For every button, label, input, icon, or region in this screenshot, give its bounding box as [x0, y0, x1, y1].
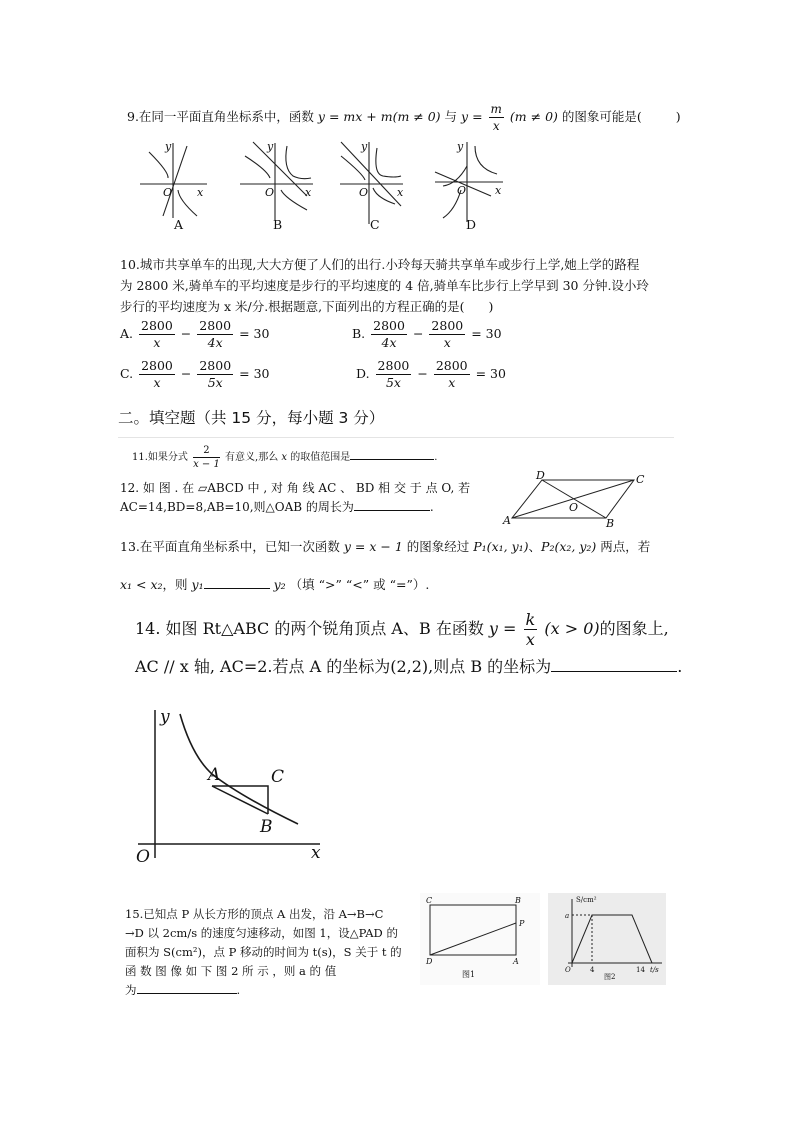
q15-fig1-label-d: D [426, 957, 433, 966]
q9-b-xlabel: x [305, 186, 312, 199]
q10-a-n1: 2800 [141, 318, 173, 333]
q9-graph-d [435, 142, 503, 222]
q11-den: x − 1 [193, 459, 220, 470]
q15-line5 [125, 981, 402, 1000]
q15-fig1-caption: 图1 [462, 970, 476, 979]
q14-line2-text: AC // x 轴, AC=2.若点 A 的坐标为(2,2),则点 B 的坐标为 [135, 657, 552, 676]
q12-answer-blank[interactable] [354, 510, 430, 511]
q15-fig1-label-c: C [426, 896, 433, 905]
q9-a-line [163, 146, 187, 216]
q10-a-n2: 2800 [199, 318, 232, 333]
q13-line1 [120, 536, 650, 557]
q10-b-d2: x [443, 335, 451, 350]
q10-d-minus: − [417, 366, 428, 381]
q9-func2-lhs: y = [461, 109, 483, 124]
q14-label-o: O [136, 847, 150, 866]
q10-a-label: A. [120, 326, 134, 341]
q15-fig2-caption: 图2 [604, 973, 616, 981]
q15-fig2-xlabel: t/s [650, 966, 659, 974]
q13-answer-blank[interactable] [204, 588, 270, 589]
q15-fig1-label-a: A [513, 957, 519, 966]
q13-pre: 13.在平面直角坐标系中，已知一次函数 [120, 539, 340, 554]
q12-parallelogram-figure [500, 470, 650, 528]
q10-b-d1: 4x [381, 335, 397, 350]
q10-option-c[interactable] [120, 358, 270, 391]
q14-post: 的图象上, [599, 619, 669, 638]
q14-triangle-hypotenuse [212, 786, 268, 814]
q9-close: ) [675, 109, 681, 124]
q9-option-b: B [273, 217, 283, 232]
q14-lhs: y = [488, 619, 517, 638]
q9-d-origin: O [457, 184, 467, 197]
q10-c-label: C. [120, 366, 134, 381]
q13-func: y = x − 1 [343, 539, 403, 554]
q9-graph-a [140, 143, 207, 218]
q15-fig1-label-b: B [515, 896, 521, 905]
q10-a-minus: − [180, 326, 192, 341]
q15-fig2-ylabel: S/cm² [576, 896, 597, 904]
q9-graph-c [340, 142, 403, 224]
q10-d-label: D. [356, 366, 370, 381]
q9-and: 与 [444, 109, 458, 124]
q14-label-b: B [260, 817, 273, 837]
q15-text [125, 905, 402, 1000]
q11-end: . [434, 452, 438, 463]
q14-cond: (x > 0) [544, 619, 600, 638]
q10-a-d2: 4x [207, 335, 223, 350]
q10-option-d[interactable] [356, 358, 506, 391]
q10-c-minus: − [180, 366, 192, 381]
q15-line5-text: 为 [125, 983, 137, 997]
q10-c-n1: 2800 [141, 358, 173, 373]
q10-line3-close: ) [488, 299, 494, 314]
q12-line2 [120, 497, 434, 518]
q14-answer-blank[interactable] [551, 671, 677, 672]
q9-c-xlabel: x [397, 186, 404, 199]
q12-line2-text: AC=14,BD=8,AB=10,则△OAB 的周长为 [120, 500, 354, 514]
q9-d-xlabel: x [495, 184, 502, 197]
q9-func2-frac [489, 101, 504, 134]
section2-title: 二。填空题（共 15 分，每小题 3 分） [118, 409, 385, 427]
q10-d-d1: 5x [385, 375, 401, 390]
q9-a-origin: O [163, 186, 173, 199]
q10-c-d1: x [153, 375, 161, 390]
q15-end: . [236, 983, 241, 997]
q14-label-x: x [311, 843, 321, 863]
q10-line3 [120, 296, 493, 317]
q14-num: k [525, 610, 536, 629]
q9-a-ylabel: y [165, 140, 172, 153]
q14-label-c: C [271, 767, 285, 787]
q13-mid: 的图象经过 [406, 539, 470, 554]
q13-p1: P₁(x₁, y₁) [473, 539, 529, 554]
q12-label-a: A [503, 514, 511, 527]
q15-fig2-tick-14: 14 [636, 966, 645, 974]
q9-d-ylabel: y [457, 140, 464, 153]
q15-fig2-tick-4: 4 [590, 966, 595, 974]
q10-d-d2: x [448, 375, 456, 390]
q15-figure-1 [420, 893, 540, 985]
q9-b-origin: O [265, 186, 275, 199]
q12-label-c: C [636, 473, 645, 486]
q9-graph-b [240, 142, 313, 220]
q12-end: . [429, 500, 434, 514]
q15-figure-2 [548, 893, 666, 985]
q12-label-o: O [569, 501, 579, 514]
q15-answer-blank[interactable] [137, 993, 237, 994]
q9-b-ylabel: y [267, 140, 274, 153]
q15-line2: →D 以 2cm/s 的速度匀速移动，如图 1，设△PAD 的 [125, 926, 398, 940]
q10-b-minus: − [412, 326, 424, 341]
q13-line2 [120, 574, 429, 595]
q11-num: 2 [193, 444, 220, 458]
q11 [132, 444, 437, 471]
q14-den: x [525, 630, 535, 649]
q9-a-hyperbola-2 [178, 190, 197, 216]
q10-b-n2: 2800 [431, 318, 464, 333]
q9-tail: 的图象可能是( [561, 109, 642, 124]
q13-y2: y₂ [273, 577, 286, 592]
q12-label-b: B [606, 517, 615, 528]
q10-c-n2: 2800 [199, 358, 232, 373]
q10-option-b[interactable] [352, 318, 502, 351]
q13-condition: x₁ < x₂ [120, 577, 163, 592]
q10-b-label: B. [352, 326, 366, 341]
q12-label-d: D [536, 470, 545, 482]
q10-line2: 为 2800 米,骑单车的平均速度是步行的平均速度的 4 倍,骑单车比步行上学早到 30 分钟.设小玲 [120, 278, 649, 293]
q13-sep: 、 [528, 539, 542, 554]
q9-func2-cond: (m ≠ 0) [509, 109, 558, 124]
q13-p2: P₂(x₂, y₂) [541, 539, 597, 554]
q9-text: 9.在同一平面直角坐标系中，函数 [127, 109, 314, 124]
q15-line4: 函 数 图 像 如 下 图 2 所 示 ，则 a 的 值 [125, 964, 337, 978]
q10-c-d2: 5x [207, 375, 223, 390]
q9-stem [127, 101, 681, 134]
q14-label-a: A [208, 765, 221, 785]
q10-a-d1: x [153, 335, 161, 350]
q11-var: x [281, 452, 288, 463]
section-divider [118, 437, 674, 438]
q10-line3-text: 步行的平均速度为 x 米/分.根据题意,下面列出的方程正确的是( [120, 299, 465, 314]
q9-option-c: C [370, 217, 380, 232]
q9-frac-num: m [490, 102, 502, 116]
q14-pre: 14. 如图 Rt△ABC 的两个锐角顶点 A、B 在函数 [135, 619, 484, 638]
q13-hint: （填 “>” “<” 或 “=”）. [289, 577, 430, 592]
q11-pre: 11.如果分式 [132, 452, 188, 463]
q10-d-eq: = 30 [475, 366, 506, 381]
q9-frac-den: x [492, 119, 500, 133]
q9-c-ylabel: y [361, 140, 368, 153]
q10-a-eq: = 30 [239, 326, 270, 341]
q14-figure [130, 706, 330, 866]
q11-post: 有意义,那么 [225, 452, 279, 463]
q10-option-a[interactable] [120, 318, 269, 351]
q14-label-y: y [160, 707, 170, 727]
q9-a-hyperbola-1 [149, 152, 168, 178]
q9-func1: y = mx + m(m ≠ 0) [317, 109, 441, 124]
q13-then: ，则 [162, 577, 188, 592]
q9-c-origin: O [359, 186, 369, 199]
q13-post: 两点，若 [600, 539, 651, 554]
q15-line1: 15.已知点 P 从长方形的顶点 A 出发，沿 A→B→C [125, 907, 384, 921]
q15-fig2-origin: O [565, 966, 571, 974]
q11-answer-blank[interactable] [350, 459, 434, 460]
q13-y1: y₁ [191, 577, 204, 592]
q15-fig2-a: a [565, 912, 570, 920]
q14-line2 [135, 650, 682, 684]
q12-line1: 12. 如 图 . 在 ▱ABCD 中 , 对 角 线 AC 、 BD 相 交 于 点 O, 若 [120, 481, 471, 495]
q14-end: . [677, 657, 683, 676]
q15-fig1-label-p: P [519, 919, 525, 928]
q9-option-d: D [466, 217, 477, 232]
q10-c-eq: = 30 [239, 366, 270, 381]
q10-b-n1: 2800 [373, 318, 405, 333]
q10-b-eq: = 30 [471, 326, 502, 341]
q9-option-a: A [174, 217, 184, 232]
q10-d-n1: 2800 [377, 358, 410, 373]
q10-d-n2: 2800 [435, 358, 468, 373]
q9-a-xlabel: x [197, 186, 204, 199]
q11-post2: 的取值范围是 [290, 452, 351, 463]
q15-line3: 面积为 S(cm²)，点 P 移动的时间为 t(s)，S 关于 t 的 [125, 945, 402, 959]
q10-line1: 10.城市共享单车的出现,大大方便了人们的出行.小玲每天骑共享单车或步行上学,她上学的路程 [120, 257, 640, 272]
q14-line1 [135, 610, 669, 649]
